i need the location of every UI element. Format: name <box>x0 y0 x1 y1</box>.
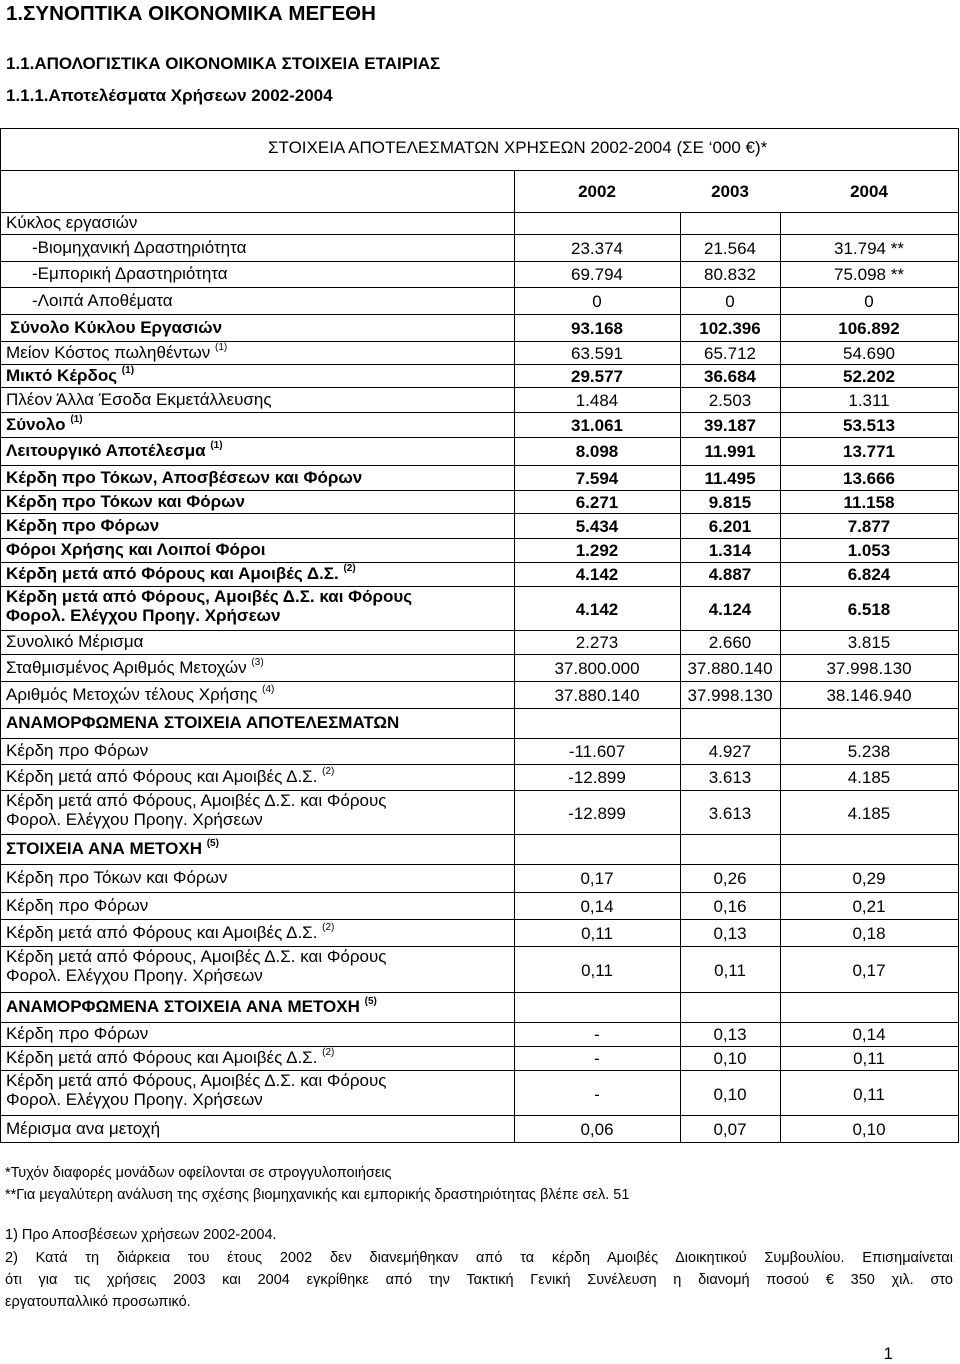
table-row <box>0 1070 958 1115</box>
table-row <box>0 287 958 314</box>
row-label-text: Μικτό Κέρδος <box>6 366 118 385</box>
grid-line <box>958 128 959 1142</box>
table-row <box>0 738 958 764</box>
cell-2004: 37.998.130 <box>826 659 912 678</box>
cell-2003: 80.832 <box>704 265 756 284</box>
section-heading-1-1: 1.1.ΑΠΟΛΟΓΙΣΤΙΚΑ ΟΙΚΟΝΟΜΙΚΑ ΣΤΟΙΧΕΙΑ ΕΤΑΙΡΙΑΣ <box>6 54 441 73</box>
grid-line <box>0 764 959 765</box>
note-activity: **Για μεγαλύτερη ανάλυση της σχέσης βιομηχανικής και εμπορικής δραστηριότητας βλέπε σελ. 51 <box>5 1187 630 1203</box>
row-label <box>10 318 222 338</box>
cell-2004: 0,10 <box>852 1120 886 1139</box>
table-year-header-row <box>0 170 958 212</box>
cell-2004: 0,18 <box>852 924 886 943</box>
row-label-text: Κέρδη προ Φόρων <box>6 896 149 915</box>
table-row <box>0 946 958 992</box>
cell-2002: 2.273 <box>575 633 619 652</box>
cell-2002: - <box>594 1025 600 1044</box>
cell-2004: 11.158 <box>843 493 895 512</box>
cell-2002: 5.434 <box>575 517 619 536</box>
cell-2004: 52.202 <box>843 367 895 386</box>
cell-2003: 0,16 <box>713 897 747 916</box>
cell-2004: 106.892 <box>838 319 900 338</box>
row-label-text-line-2: Φορολ. Ελέγχου Προηγ. Χρήσεων <box>6 1090 263 1109</box>
row-label <box>6 1071 387 1109</box>
row-label-text: ΑΝΑΜΟΡΦΩΜΕΝΑ ΣΤΟΙΧΕΙΑ ΑΝΑ ΜΕΤΟΧΗ <box>6 997 360 1016</box>
grid-line <box>0 1046 959 1047</box>
cell-2004: 1.053 <box>847 541 891 560</box>
row-label-text-line-2: Φορολ. Ελέγχου Προηγ. Χρήσεων <box>6 606 281 625</box>
page-number: 1 <box>883 1344 893 1363</box>
grid-line <box>0 1115 959 1116</box>
cell-2004: 0,11 <box>853 1049 885 1068</box>
cell-2002: 63.591 <box>571 344 623 363</box>
cell-2003: 0,11 <box>714 961 746 980</box>
cell-2004: 38.146.940 <box>826 686 912 705</box>
cell-2003: 11.991 <box>704 442 756 461</box>
row-label <box>6 1119 160 1139</box>
table-row <box>0 490 958 513</box>
table-row <box>0 341 958 364</box>
cell-2003: 3.613 <box>708 804 752 823</box>
results-table <box>0 128 960 1142</box>
row-label-text: -Εμπορική Δραστηριότητα <box>32 264 228 283</box>
grid-line <box>0 341 959 342</box>
cell-2003: 0,07 <box>713 1120 747 1139</box>
row-label-footnote-ref: (4) <box>262 684 275 695</box>
table-row <box>0 790 958 834</box>
cell-2003: 36.684 <box>704 367 756 386</box>
cell-2002: 69.794 <box>571 265 623 284</box>
row-label-text: Κέρδη προ Τόκων και Φόρων <box>6 868 228 887</box>
grid-line <box>0 212 959 213</box>
grid-line <box>0 465 959 466</box>
row-label-text: Μέρισμα ανα μετοχή <box>6 1119 161 1138</box>
grid-line <box>0 437 959 438</box>
row-label <box>6 658 264 678</box>
row-label <box>6 1024 148 1044</box>
row-label-text: ΑΝΑΜΟΡΦΩΜΕΝΑ ΣΤΟΙΧΕΙΑ ΑΠΟΤΕΛΕΣΜΑΤΩΝ <box>6 713 400 732</box>
row-label <box>6 516 159 536</box>
cell-2004: 75.098 ** <box>834 265 904 284</box>
table-row <box>0 1022 958 1046</box>
row-label-text: Σύνολο <box>6 415 66 434</box>
row-label <box>6 213 137 233</box>
cell-2003: 2.503 <box>708 391 752 410</box>
row-label-text: Κέρδη προ Τόκων, Αποσβέσεων και Φόρων <box>6 468 363 487</box>
row-label-text: Αριθμός Μετοχών τέλους Χρήσης <box>6 685 258 704</box>
row-label-text: Συνολικό Μέρισμα <box>6 632 144 651</box>
grid-line <box>0 261 959 262</box>
footnote-2-line-1: 2) Κατά τη διάρκεια του έτους 2002 δεν διανεμήθηκαν από τα κέρδη Αμοιβές Διοικητικού Συμβουλίου. Επισημαίνεται <box>5 1250 953 1266</box>
row-label-text: Κέρδη μετά από Φόρους και Αμοιβές Δ.Σ. <box>6 1048 318 1067</box>
row-label-text: Κέρδη προ Φόρων <box>6 1024 149 1043</box>
row-label-footnote-ref: (5) <box>364 996 377 1007</box>
cell-2004: 0,21 <box>852 897 886 916</box>
table-row <box>0 1115 958 1142</box>
grid-line <box>0 864 959 865</box>
cell-2002: - <box>594 1085 600 1104</box>
grid-line <box>0 387 959 388</box>
table-row <box>0 834 958 864</box>
cell-2003: 0,10 <box>713 1085 747 1104</box>
cell-2003: 0,26 <box>713 869 747 888</box>
cell-2003: 4.124 <box>708 600 752 619</box>
table-row <box>0 681 958 708</box>
grid-line <box>0 992 959 993</box>
year-header-2002: 2002 <box>578 182 616 201</box>
row-label <box>32 238 246 258</box>
year-header-2004: 2004 <box>850 182 888 201</box>
table-row <box>0 364 958 387</box>
cell-2004: 13.666 <box>843 469 895 488</box>
cell-2003: 0 <box>725 292 735 311</box>
row-label-text: Κέρδη μετά από Φόρους, Αμοιβές Δ.Σ. και Φόρους <box>6 791 387 810</box>
row-label-text: -Βιομηχανική Δραστηριότητα <box>32 238 247 257</box>
row-label <box>6 713 399 733</box>
footnote-2 <box>5 1247 953 1313</box>
table-row <box>0 465 958 490</box>
grid-line <box>0 946 959 947</box>
cell-2004: 31.794 ** <box>834 239 904 258</box>
cell-2002: 93.168 <box>571 319 623 338</box>
note-rounding: *Τυχόν διαφορές μονάδων οφείλονται σε στρογγυλοποιήσεις <box>5 1165 392 1181</box>
grid-line <box>0 1022 959 1023</box>
row-label-text: Φόροι Χρήσης και Λοιποί Φόροι <box>6 540 266 559</box>
cell-2002: -11.607 <box>568 742 626 761</box>
row-label-text: Κέρδη μετά από Φόρους και Αμοιβές Δ.Σ. <box>6 923 318 942</box>
row-label-text: Κέρδη μετά από Φόρους και Αμοιβές Δ.Σ. <box>6 767 318 786</box>
grid-line <box>0 128 959 129</box>
grid-line <box>0 919 959 920</box>
cell-2002: -12.899 <box>568 768 626 787</box>
row-label-text: ΣΤΟΙΧΕΙΑ ΑΝΑ ΜΕΤΟΧΗ <box>6 839 202 858</box>
grid-line <box>0 834 959 835</box>
grid-line <box>0 490 959 491</box>
table-row <box>0 412 958 437</box>
cell-2004: 13.771 <box>843 442 895 461</box>
grid-line <box>0 170 959 171</box>
row-label-text: Κέρδη μετά από Φόρους, Αμοιβές Δ.Σ. και Φόρους <box>6 1071 387 1090</box>
row-label <box>6 415 83 435</box>
row-label-text: Πλέον Άλλα Έσοδα Εκμετάλλευσης <box>6 390 272 409</box>
table-row <box>0 586 958 630</box>
row-label <box>6 390 272 410</box>
row-label <box>6 441 223 461</box>
grid-line <box>680 212 681 1142</box>
cell-2003: 4.887 <box>708 565 752 584</box>
table-row <box>0 708 958 738</box>
cell-2004: 0,11 <box>853 1085 885 1104</box>
table-row <box>0 764 958 790</box>
row-label-text: -Λοιπά Αποθέματα <box>32 291 173 310</box>
cell-2002: 1.292 <box>575 541 619 560</box>
row-label-footnote-ref: (2) <box>322 1047 335 1058</box>
row-label-footnote-ref: (1) <box>70 414 83 425</box>
cell-2004: 1.311 <box>848 391 890 410</box>
row-label <box>6 923 334 943</box>
grid-line <box>0 1142 959 1143</box>
cell-2002: 29.577 <box>571 367 623 386</box>
grid-line <box>0 364 959 365</box>
grid-line <box>0 654 959 655</box>
grid-line <box>0 538 959 539</box>
table-row <box>0 992 958 1022</box>
cell-2002: 7.594 <box>575 469 619 488</box>
cell-2004: 6.518 <box>847 600 891 619</box>
cell-2002: 0,14 <box>580 897 614 916</box>
cell-2002: 37.880.140 <box>554 686 640 705</box>
row-label-footnote-ref: (1) <box>210 440 223 451</box>
cell-2004: 0,17 <box>852 961 886 980</box>
row-label <box>6 1048 334 1068</box>
cell-2003: 9.815 <box>708 493 752 512</box>
cell-2004: 0,29 <box>852 869 886 888</box>
table-row <box>0 562 958 586</box>
row-label <box>6 839 219 859</box>
cell-2003: 21.564 <box>704 239 756 258</box>
row-label-text: Κέρδη προ Φόρων <box>6 741 149 760</box>
cell-2004: 5.238 <box>847 742 891 761</box>
cell-2004: 53.513 <box>843 416 895 435</box>
table-row <box>0 212 958 234</box>
table-row <box>0 234 958 261</box>
table-row <box>0 630 958 654</box>
grid-line <box>0 128 1 1142</box>
footnote-2-line-2: ότι για τις χρήσεις 2003 και 2004 εγκρίθηκε από την Τακτική Γενική Συνέλευση η διανομή ποσού € 350 χιλ. στο <box>5 1272 953 1288</box>
row-label <box>6 741 148 761</box>
grid-line <box>0 412 959 413</box>
grid-line <box>0 287 959 288</box>
footnote-1: 1) Προ Αποσβέσεων χρήσεων 2002-2004. <box>5 1227 277 1243</box>
cell-2003: 0,10 <box>713 1049 747 1068</box>
grid-line <box>514 170 515 1142</box>
grid-line <box>0 738 959 739</box>
cell-2003: 2.660 <box>708 633 752 652</box>
row-label <box>6 540 265 560</box>
grid-line <box>0 681 959 682</box>
table-row <box>0 387 958 412</box>
row-label-footnote-ref: (1) <box>121 365 135 376</box>
row-label <box>6 997 377 1017</box>
cell-2004: 6.824 <box>847 565 891 584</box>
section-heading-1: 1.ΣΥΝΟΠΤΙΚΑ ΟΙΚΟΝΟΜΙΚΑ ΜΕΓΕΘΗ <box>6 2 376 25</box>
table-row <box>0 513 958 538</box>
cell-2002: 0 <box>592 292 602 311</box>
row-label <box>6 492 245 512</box>
row-label-footnote-ref: (3) <box>251 657 264 668</box>
row-label <box>6 564 356 584</box>
row-label-text: Κέρδη προ Φόρων <box>6 516 160 535</box>
table-notes <box>5 1162 629 1206</box>
row-label-text: Κέρδη προ Τόκων και Φόρων <box>6 492 245 511</box>
cell-2002: 0,06 <box>580 1120 614 1139</box>
cell-2003: 4.927 <box>708 742 752 761</box>
table-row <box>0 892 958 919</box>
table-row <box>0 919 958 946</box>
row-label-footnote-ref: (5) <box>206 838 219 849</box>
row-label-text: Κέρδη μετά από Φόρους, Αμοιβές Δ.Σ. και Φόρους <box>6 587 413 606</box>
cell-2002: -12.899 <box>568 804 626 823</box>
row-label <box>6 868 227 888</box>
cell-2002: 1.484 <box>575 391 619 410</box>
cell-2002: - <box>594 1049 600 1068</box>
row-label <box>6 947 387 985</box>
cell-2003: 37.998.130 <box>687 686 773 705</box>
cell-2002: 37.800.000 <box>554 659 640 678</box>
row-label-text: Σταθμισμένος Αριθμός Μετοχών <box>6 658 247 677</box>
cell-2004: 0 <box>864 292 874 311</box>
row-label <box>6 896 148 916</box>
footnote-2-line-3: εργατουπαλλικό προσωπικό. <box>5 1294 191 1310</box>
table-row <box>0 261 958 287</box>
cell-2004: 4.185 <box>847 768 891 787</box>
cell-2004: 4.185 <box>847 804 891 823</box>
row-label-text: Λειτουργικό Αποτέλεσμα <box>6 441 206 460</box>
row-label <box>6 587 412 625</box>
grid-line <box>0 314 959 315</box>
cell-2003: 0,13 <box>713 924 747 943</box>
grid-line <box>0 513 959 514</box>
cell-2002: 31.061 <box>571 416 623 435</box>
row-label-text: Κέρδη μετά από Φόρους και Αμοιβές Δ.Σ. <box>6 564 339 583</box>
row-label-text-line-2: Φορολ. Ελέγχου Προηγ. Χρήσεων <box>6 810 263 829</box>
grid-line <box>0 586 959 587</box>
cell-2004: 3.815 <box>847 633 891 652</box>
grid-line <box>0 1070 959 1071</box>
cell-2002: 4.142 <box>575 600 619 619</box>
row-label-text: Κύκλος εργασιών <box>6 213 138 232</box>
cell-2002: 23.374 <box>571 239 623 258</box>
table-title-row <box>0 128 958 170</box>
section-heading-1-1-1: 1.1.1.Αποτελέσματα Χρήσεων 2002-2004 <box>6 86 333 105</box>
table-row <box>0 1046 958 1070</box>
row-label <box>6 468 362 488</box>
table-row <box>0 864 958 892</box>
grid-line <box>0 630 959 631</box>
row-label <box>32 264 228 284</box>
cell-2002: 0,11 <box>581 924 613 943</box>
row-label <box>6 791 387 829</box>
row-label-footnote-ref: (2) <box>343 563 356 574</box>
row-label <box>6 366 134 386</box>
row-label-footnote-ref: (2) <box>322 766 335 777</box>
cell-2003: 6.201 <box>708 517 752 536</box>
table-row <box>0 654 958 681</box>
cell-2002: 6.271 <box>575 493 619 512</box>
row-label <box>6 767 334 787</box>
table-title: ΣΤΟΙΧΕΙΑ ΑΠΟΤΕΛΕΣΜΑΤΩΝ ΧΡΗΣΕΩΝ 2002-2004 (ΣΕ ‘000 €)* <box>268 138 768 157</box>
cell-2002: 4.142 <box>575 565 619 584</box>
row-label <box>32 291 173 311</box>
row-label <box>6 632 144 652</box>
cell-2003: 102.396 <box>699 319 761 338</box>
row-label-text: Σύνολο Κύκλου Εργασιών <box>10 318 223 337</box>
grid-line <box>0 892 959 893</box>
grid-line <box>0 708 959 709</box>
cell-2002: 0,11 <box>581 961 613 980</box>
cell-2003: 65.712 <box>704 344 756 363</box>
grid-line <box>0 562 959 563</box>
grid-line <box>0 234 959 235</box>
cell-2002: 0,17 <box>580 869 614 888</box>
grid-line <box>0 790 959 791</box>
row-label <box>6 343 227 363</box>
cell-2003: 3.613 <box>708 768 752 787</box>
cell-2003: 11.495 <box>704 469 756 488</box>
cell-2004: 0,14 <box>852 1025 886 1044</box>
row-label-text-line-2: Φορολ. Ελέγχου Προηγ. Χρήσεων <box>6 966 263 985</box>
cell-2004: 54.690 <box>843 344 895 363</box>
row-label-footnote-ref: (2) <box>322 922 335 933</box>
table-row <box>0 538 958 562</box>
year-header-2003: 2003 <box>711 182 749 201</box>
row-label-footnote-ref: (1) <box>215 342 228 353</box>
cell-2002: 8.098 <box>575 442 619 461</box>
table-row <box>0 314 958 341</box>
cell-2004: 7.877 <box>847 517 891 536</box>
row-label <box>6 685 274 705</box>
row-label-text: Μείον Κόστος πωληθέντων <box>6 343 211 362</box>
cell-2003: 1.314 <box>708 541 752 560</box>
cell-2003: 39.187 <box>704 416 756 435</box>
cell-2003: 37.880.140 <box>687 659 773 678</box>
grid-line <box>780 212 781 1142</box>
row-label-text: Κέρδη μετά από Φόρους, Αμοιβές Δ.Σ. και Φόρους <box>6 947 387 966</box>
cell-2003: 0,13 <box>713 1025 747 1044</box>
table-row <box>0 437 958 465</box>
